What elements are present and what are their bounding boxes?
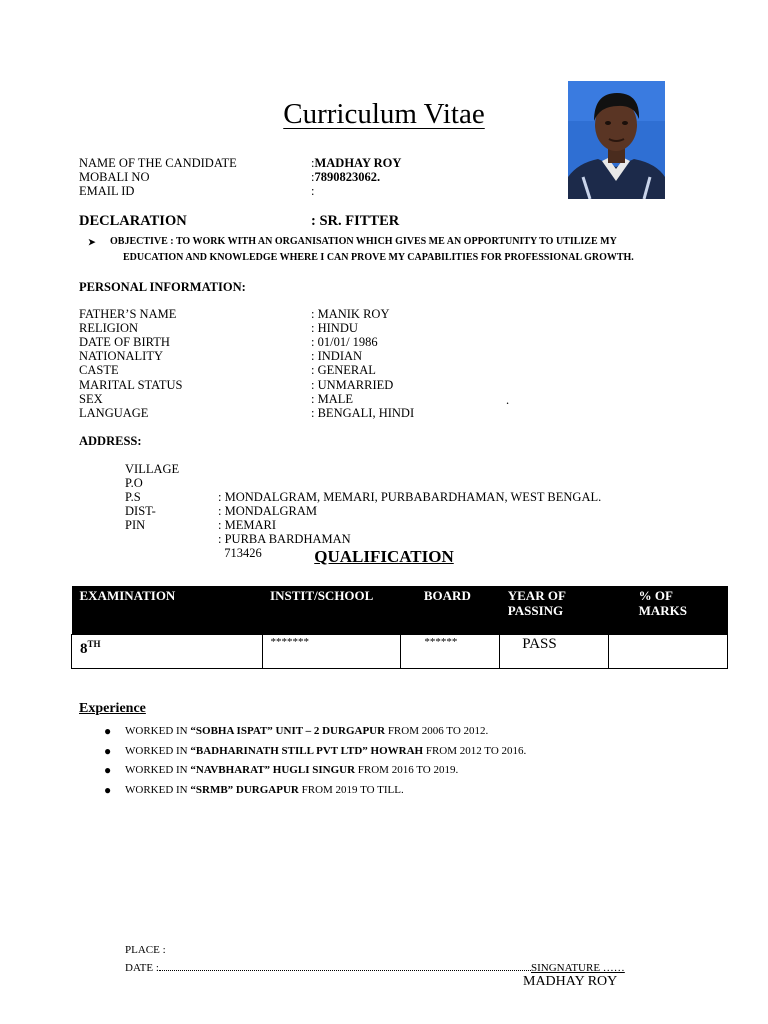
declaration-label: DECLARATION [79, 213, 187, 229]
bullet-icon: ● [104, 782, 112, 797]
marital-status-label: MARITAL STATUS [79, 377, 183, 392]
sep: : [311, 156, 315, 171]
language-value: : BENGALI, HINDI [311, 405, 415, 420]
po-value: : MONDALGRAM [218, 504, 317, 519]
personal-values [311, 307, 414, 420]
po-label: P.O [125, 476, 143, 491]
objective-text [88, 234, 663, 266]
village-label: VILLAGE [125, 462, 180, 477]
list-item: ● WORKED IN “BADHARINATH STILL PVT LTD” HOWRAH FROM 2012 TO 2016. [104, 742, 526, 762]
bullet-icon: ● [104, 743, 112, 758]
objective-line-2: EDUCATION AND KNOWLEDGE WHERE I CAN PROVE MY CAPABILITIES FOR PROFESSIONAL GROWTH. [123, 252, 634, 263]
column-header: EXAMINATION [72, 586, 263, 635]
sep: : [311, 170, 315, 185]
marital-status-value: : UNMARRIED [311, 377, 394, 392]
pin-label: PIN [125, 518, 146, 533]
declaration-value: : SR. FITTER [311, 213, 400, 229]
table-row [72, 635, 728, 669]
nationality-label: NATIONALITY [79, 349, 164, 364]
list-item: ● WORKED IN “SRMB” DURGAPUR FROM 2019 TO TILL. [104, 781, 526, 801]
signature-label: SINGNATURE …… [531, 962, 625, 974]
personal-labels [79, 307, 182, 420]
candidate-labels [79, 156, 237, 198]
experience-list [104, 722, 526, 800]
signature-name: MADHAY ROY [523, 974, 618, 989]
address-heading: ADDRESS: [79, 434, 142, 448]
list-item: ● WORKED IN “SOBHA ISPAT” UNIT – 2 DURGAPUR FROM 2006 TO 2012. [104, 722, 526, 742]
caste-label: CASTE [79, 363, 119, 378]
place-label: PLACE : [125, 944, 166, 956]
date-dotted-line [159, 970, 531, 971]
list-item: ● WORKED IN “NAVBHARAT” HUGLI SINGUR FROM 2016 TO 2019. [104, 761, 526, 781]
sex-value: : MALE [311, 391, 354, 406]
ps-value: : MEMARI [218, 518, 276, 533]
qualification-heading: QUALIFICATION [314, 547, 454, 566]
candidate-photo [568, 81, 665, 199]
column-header: INSTIT/SCHOOL [262, 586, 401, 635]
dist-value: : PURBA BARDHAMAN [218, 532, 351, 547]
caste-value: : GENERAL [311, 363, 376, 378]
candidate-name-value: MADHAY ROY [314, 156, 402, 171]
candidate-values [311, 156, 401, 198]
pin-value: 713426 [218, 546, 262, 561]
document-title: Curriculum Vitae [283, 98, 485, 130]
column-header: % OF MARKS [609, 586, 728, 635]
exam-cell: 8TH [72, 635, 263, 669]
stray-dot: . [506, 393, 510, 407]
mobile-value: 7890823062. [314, 170, 381, 185]
year-cell: PASS [500, 635, 609, 669]
marks-cell [609, 635, 728, 669]
village-value: : MONDALGRAM, MEMARI, PURBABARDHAMAN, WEST BENGAL. [218, 490, 602, 505]
experience-heading: Experience [79, 701, 146, 716]
arrow-bullet-icon: ➤ [88, 237, 96, 247]
email-label: EMAIL ID [79, 184, 135, 199]
nationality-value: : INDIAN [311, 349, 363, 364]
school-cell: ******* [262, 635, 401, 669]
column-header: BOARD [401, 586, 500, 635]
ps-label: P.S [125, 490, 141, 505]
religion-value: : HINDU [311, 321, 358, 336]
table-header-row [72, 586, 728, 635]
mobile-label: MOBALI NO [79, 170, 150, 185]
qualification-table [71, 586, 728, 669]
personal-info-heading: PERSONAL INFORMATION: [79, 280, 246, 294]
father-name-label: FATHER’S NAME [79, 307, 177, 322]
column-header: YEAR OF PASSING [500, 586, 609, 635]
bullet-icon: ● [104, 763, 112, 777]
sex-label: SEX [79, 391, 103, 406]
candidate-name-label: NAME OF THE CANDIDATE [79, 156, 237, 171]
father-name-value: : MANIK ROY [311, 307, 390, 322]
bullet-icon: ● [104, 724, 112, 738]
dob-label: DATE OF BIRTH [79, 335, 170, 350]
sep: : [311, 184, 315, 199]
address-labels [125, 462, 179, 532]
language-label: LANGUAGE [79, 405, 149, 420]
religion-label: RELIGION [79, 321, 139, 336]
date-label: DATE : [125, 962, 531, 975]
objective-line-1: OBJECTIVE : TO WORK WITH AN ORGANISATION WHICH GIVES ME AN OPPORTUNITY TO UTILIZE MY [110, 236, 617, 247]
dob-value: : 01/01/ 1986 [311, 335, 378, 350]
board-cell: ****** [401, 635, 500, 669]
dist-label: DIST- [125, 504, 156, 519]
